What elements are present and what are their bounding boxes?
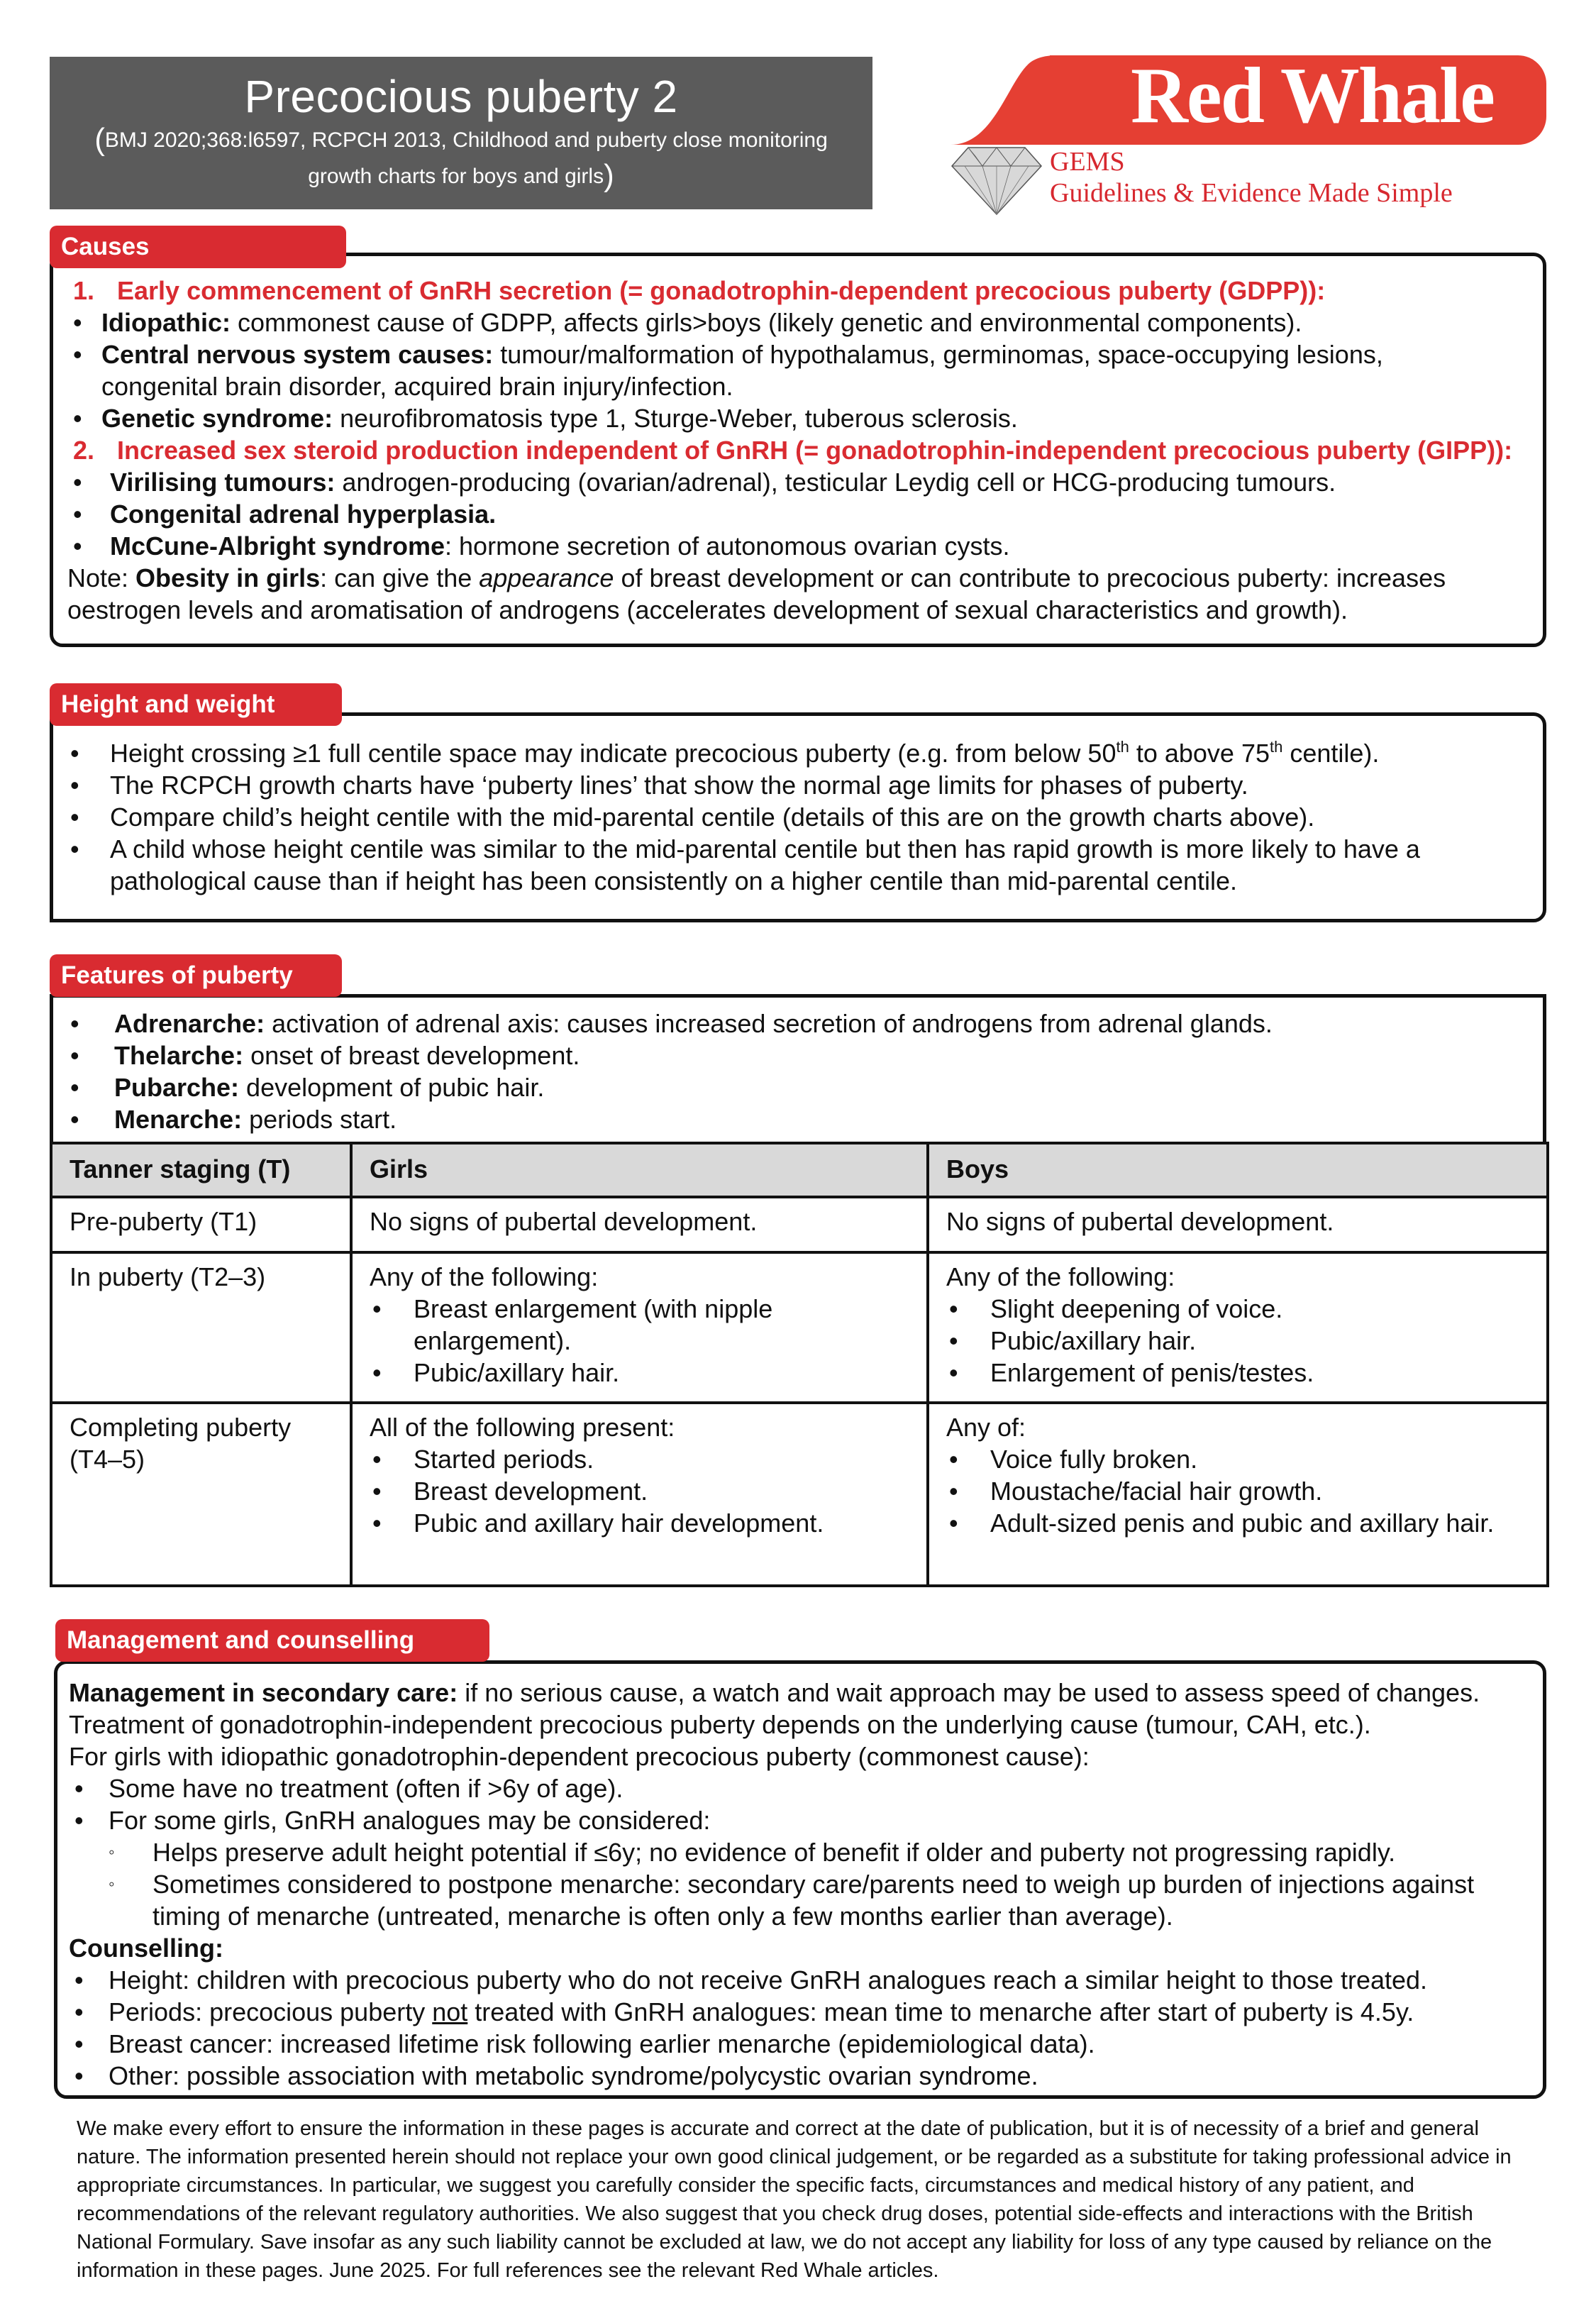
list-item: • Enlargement of penis/testes. — [949, 1358, 1314, 1387]
bullet-icon: • — [70, 834, 79, 864]
secondary-care-line: Management in secondary care: if no serious cause, a watch and wait approach may be used to assess speed of changes. — [69, 1678, 1480, 1707]
bullet-icon: • — [73, 468, 82, 497]
bullet-icon: • — [74, 1997, 84, 2026]
bullet-icon: • — [74, 1774, 84, 1803]
list-item: • Periods: precocious puberty not treated with GnRH analogues: mean time to menarche after start of puberty is 4.5y. — [69, 1996, 1543, 2028]
list-item: • Voice fully broken. — [949, 1445, 1198, 1474]
boys-cell: Any of the following: • Slight deepening of voice. • Pubic/axillary hair. • Enlargement of penis/testes. — [928, 1252, 1548, 1403]
section-tab-causes: Causes — [50, 226, 346, 268]
bullet-icon: • — [372, 1477, 382, 1506]
list-item: • Breast development. — [372, 1477, 648, 1506]
bullet-icon: • — [73, 500, 82, 529]
page-title: Precocious puberty 2 — [244, 71, 678, 122]
list-item: • Pubic and axillary hair development. — [372, 1508, 824, 1538]
list-item: • Some have no treatment (often if >6y of age). — [69, 1772, 1543, 1804]
bullet-icon: • — [70, 739, 79, 768]
bullet-icon: • — [372, 1294, 382, 1323]
tanner-staging-table — [50, 1142, 1549, 1587]
list-item: • Height: children with precocious puberty who do not receive GnRH analogues reach a similar height to those treated. — [69, 1964, 1543, 1996]
column-header-girls: Girls — [351, 1143, 928, 1197]
girls-cell: All of the following present: • Started periods. • Breast development. • Pubic and axillary hair development. — [351, 1403, 928, 1586]
list-item: • Genetic syndrome: neurofibromatosis type 1, Sturge-Weber, tuberous sclerosis. — [67, 402, 1543, 434]
bullet-icon: • — [73, 404, 82, 433]
bullet-icon: • — [70, 1041, 79, 1070]
table-row — [51, 1403, 1548, 1586]
list-item: • Adrenarche: activation of adrenal axis: causes increased secretion of androgens from adrenal glands. — [65, 1008, 1543, 1039]
list-item: • Other: possible association with metabolic syndrome/polycystic ovarian syndrome. — [69, 2060, 1543, 2092]
bullet-icon: • — [949, 1508, 958, 1538]
list-item: • Thelarche: onset of breast development. — [65, 1039, 1543, 1071]
list-item: • The RCPCH growth charts have ‘puberty lines’ that show the normal age limits for phases of puberty. — [65, 769, 1500, 801]
section-tab-height-weight: Height and weight — [50, 683, 342, 726]
list-item: • Pubic/axillary hair. — [372, 1358, 620, 1387]
list-item: • McCune-Albright syndrome: hormone secretion of autonomous ovarian cysts. — [67, 530, 1543, 562]
girls-cell: Any of the following: • Breast enlargement (with nipple enlargement). • Pubic/axillary hair. — [351, 1252, 928, 1403]
bullet-icon: • — [372, 1508, 382, 1538]
bullet-icon: • — [73, 531, 82, 561]
bullet-icon: • — [949, 1294, 958, 1323]
bullet-icon: • — [70, 1105, 79, 1134]
counselling-heading: Counselling: — [69, 1933, 223, 1963]
diamond-icon — [951, 146, 1043, 216]
list-item: • Menarche: periods start. — [65, 1103, 1543, 1135]
list-item: • Pubic/axillary hair. — [949, 1326, 1197, 1355]
girls-cell: No signs of pubertal development. — [351, 1197, 928, 1252]
section-tab-management: Management and counselling — [55, 1619, 489, 1662]
list-item: • Pubarche: development of pubic hair. — [65, 1071, 1543, 1103]
bullet-icon: • — [74, 2061, 84, 2090]
causes-note: Note: Obesity in girls: can give the appearance of breast development or can contribute to precocious puberty: increases oestrogen levels and aromatisation of androgens (accelerates development of sexual characteristics and growth). — [67, 563, 1446, 624]
management-section — [54, 1660, 1546, 2099]
features-section — [50, 994, 1546, 1143]
list-item: • Started periods. — [372, 1445, 594, 1474]
bullet-icon: • — [949, 1477, 958, 1506]
bullet-icon: • — [949, 1445, 958, 1474]
subtitle-open-paren: ( — [94, 122, 105, 157]
disclaimer: We make every effort to ensure the information in these pages is accurate and correct at the date of publication, but it is of necessity of a brief and general nature. The information presented herein should not replace your own good clinical judgement, or be regarded as a substitute for taking professional advice in appropriate circumstances. In particular, we suggest you carefully consider the specific facts, circumstances and medical history of any patient, and recommendations of the relevant regulatory authorities. We also suggest that you check drug doses, potential side-effects and interactions with the British National Formulary. Save insofar as any such liability cannot be excluded at law, we do not accept any liability for loss of any type caused by reliance on the information in these pages. June 2025. For full references see the relevant Red Whale articles. — [77, 2117, 1512, 2282]
bullet-icon: • — [949, 1326, 958, 1355]
list-item: • For some girls, GnRH analogues may be considered: — [69, 1804, 1543, 1836]
logo-brand-name: Red Whale — [1131, 52, 1494, 140]
bullet-icon: • — [74, 1965, 84, 1995]
boys-cell: No signs of pubertal development. — [928, 1197, 1548, 1252]
bullet-icon: • — [70, 1009, 79, 1038]
table-row — [51, 1252, 1548, 1403]
sub-bullet-icon: ◦ — [109, 1843, 115, 1862]
list-item: • A child whose height centile was similar to the mid-parental centile but then has rapid growth is more likely to have a pathological cause than if height has been consistently on a higher centile than mid-parental centile. — [65, 833, 1500, 897]
boys-cell: Any of: • Voice fully broken. • Moustache/facial hair growth. • Adult-sized penis and pubic and axillary hair. — [928, 1403, 1548, 1586]
list-item: • Height crossing ≥1 full centile space may indicate precocious puberty (e.g. from below 50th to above 75th centile). — [65, 737, 1500, 769]
list-item: • Adult-sized penis and pubic and axillary hair. — [949, 1508, 1495, 1538]
list-item: • Congenital adrenal hyperplasia. — [67, 498, 1543, 530]
list-item: • Breast enlargement (with nipple enlargement). — [372, 1294, 773, 1355]
title-banner — [50, 57, 872, 209]
list-item: • Moustache/facial hair growth. — [949, 1477, 1323, 1506]
stage-cell: Pre-puberty (T1) — [51, 1197, 351, 1252]
causes-group-2-heading: 2. Increased sex steroid production independent of GnRH (= gonadotrophin-independent precocious puberty (GIPP)): — [73, 436, 1513, 465]
stage-cell: Completing puberty (T4–5) — [51, 1403, 351, 1586]
subtitle-references: BMJ 2020;368:l6597, RCPCH 2013, Childhood and puberty close monitoring growth charts for boys and girls — [104, 128, 828, 188]
sub-list-item: ◦ Sometimes considered to postpone menarche: secondary care/parents need to weigh up burden of injections against timing of menarche (untreated, menarche is often only a few months earlier than average). — [109, 1870, 1475, 1931]
table-row — [51, 1197, 1548, 1252]
bullet-icon: • — [372, 1358, 382, 1387]
bullet-icon: • — [70, 802, 79, 832]
list-item: • Central nervous system causes: tumour/malformation of hypothalamus, germinomas, space-occupying lesions, congenital brain disorder, acquired brain injury/infection. — [67, 338, 1543, 402]
list-item: • Virilising tumours: androgen-producing (ovarian/adrenal), testicular Leydig cell or HCG-producing tumours. — [67, 466, 1543, 498]
logo-gems-label: GEMS — [1050, 147, 1125, 177]
column-header-boys: Boys — [928, 1143, 1548, 1197]
list-item: • Idiopathic: commonest cause of GDPP, affects girls>boys (likely genetic and environmental components). — [67, 307, 1543, 338]
bullet-icon: • — [70, 1073, 79, 1102]
list-item: • Slight deepening of voice. — [949, 1294, 1283, 1323]
sub-bullet-icon: ◦ — [109, 1875, 115, 1894]
bullet-icon: • — [73, 340, 82, 369]
height-weight-section — [50, 712, 1546, 922]
stage-cell: In puberty (T2–3) — [51, 1252, 351, 1403]
idiopathic-girls-line: For girls with idiopathic gonadotrophin-dependent precocious puberty (commonest cause): — [69, 1742, 1090, 1771]
page-subtitle — [50, 122, 872, 194]
bullet-icon: • — [949, 1358, 958, 1387]
gipp-treatment-line: Treatment of gonadotrophin-independent precocious puberty depends on the underlying cause (tumour, CAH, etc.). — [69, 1710, 1371, 1739]
bullet-icon: • — [70, 771, 79, 800]
column-header-tanner: Tanner staging (T) — [51, 1143, 351, 1197]
bullet-icon: • — [74, 2029, 84, 2058]
table-header-row — [51, 1143, 1548, 1197]
logo-swoosh-icon — [951, 55, 1057, 145]
sub-list-item: ◦ Helps preserve adult height potential if ≤6y; no evidence of benefit if older and puberty not progressing rapidly. — [109, 1838, 1396, 1867]
bullet-icon: • — [73, 308, 82, 337]
causes-group-1-heading: 1. Early commencement of GnRH secretion (= gonadotrophin-dependent precocious puberty (GDPP)): — [73, 276, 1326, 305]
bullet-icon: • — [372, 1445, 382, 1474]
list-item: • Breast cancer: increased lifetime risk following earlier menarche (epidemiological data). — [69, 2028, 1543, 2060]
section-tab-features: Features of puberty — [50, 954, 342, 997]
causes-section — [50, 253, 1546, 647]
red-whale-logo — [951, 52, 1546, 211]
list-item: • Compare child’s height centile with the mid-parental centile (details of this are on the growth charts above). — [65, 801, 1500, 833]
bullet-icon: • — [74, 1806, 84, 1835]
logo-tagline: Guidelines & Evidence Made Simple — [1050, 178, 1453, 208]
subtitle-close-paren: ) — [604, 158, 614, 193]
